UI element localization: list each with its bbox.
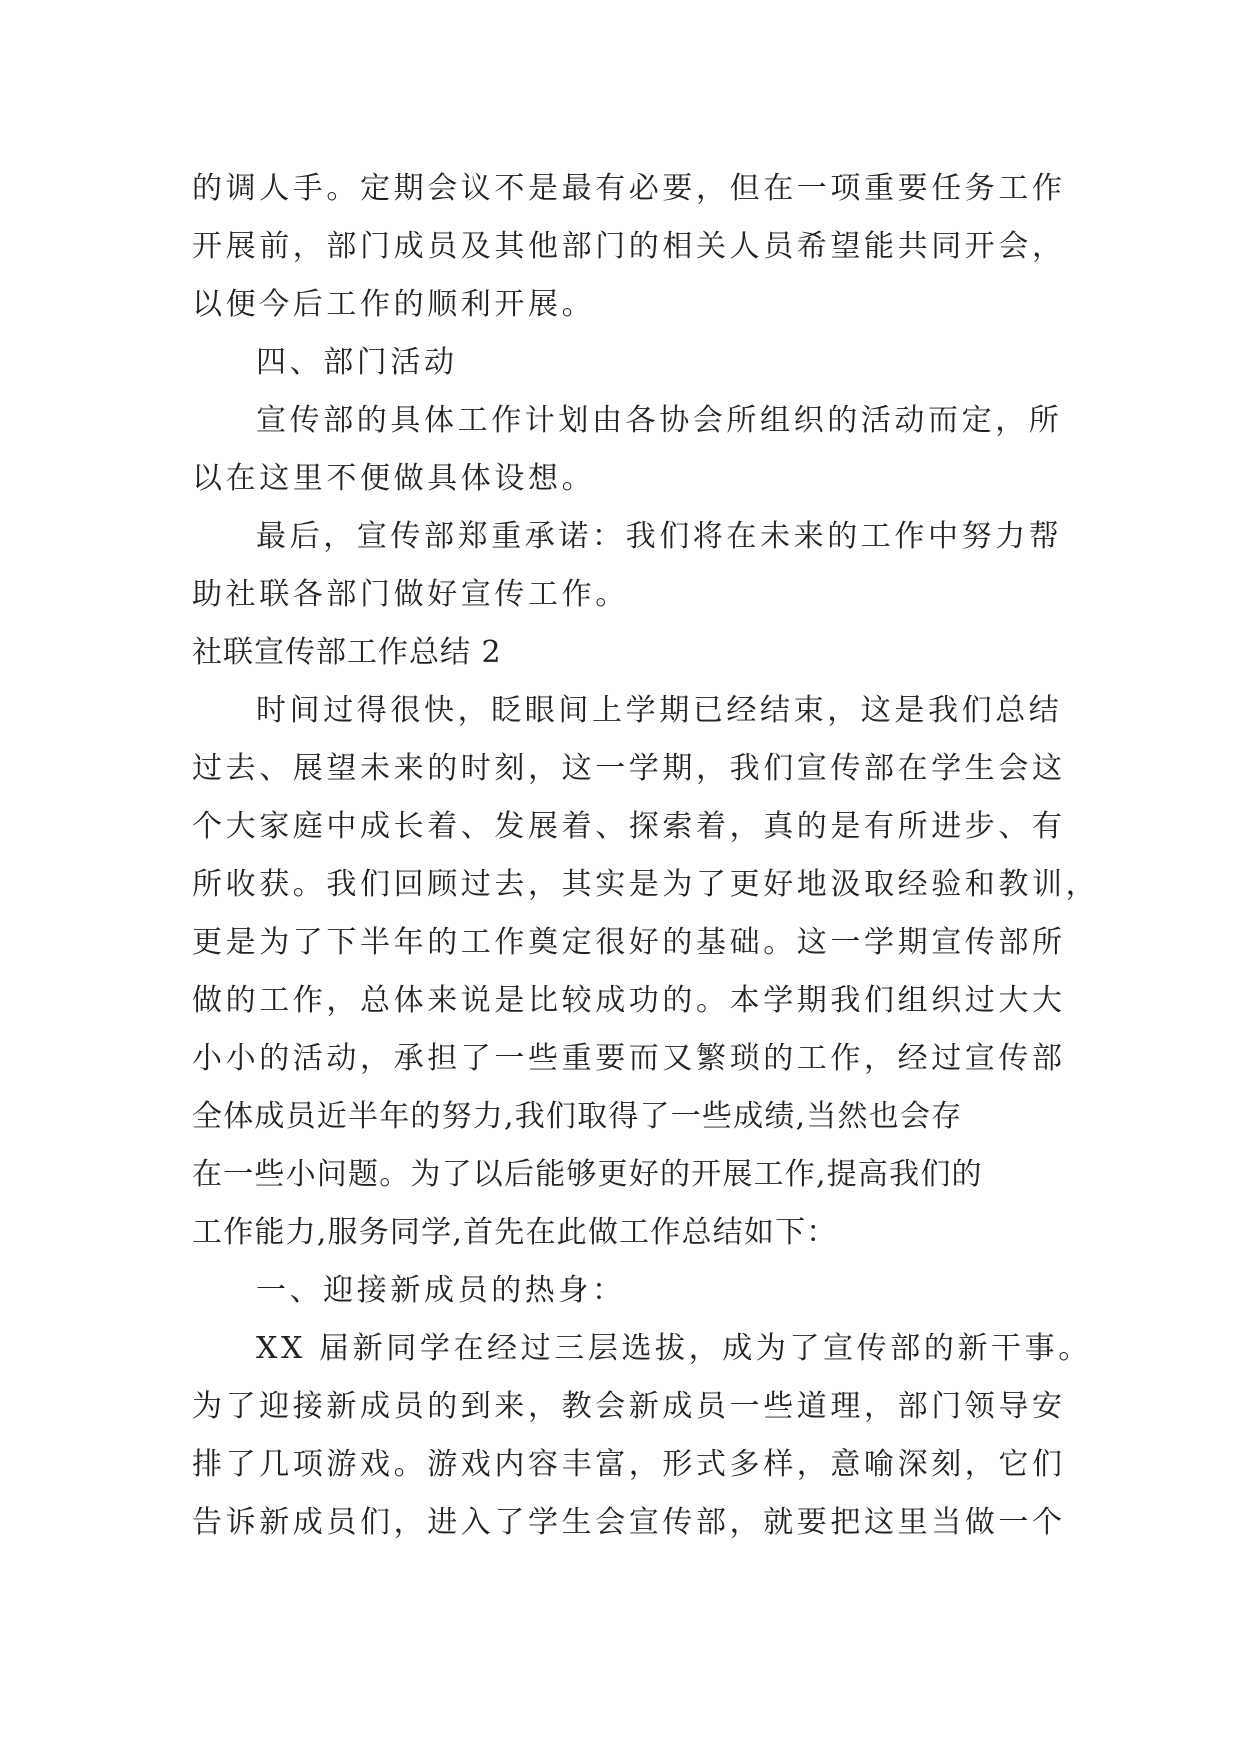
text-line: 在一些小问题。为了以后能够更好的开展工作,提高我们的 — [192, 1157, 983, 1192]
document-body — [192, 160, 1100, 1552]
text-line: 以便今后工作的顺利开展。 — [192, 287, 596, 322]
text-line: 最后，宣传部郑重承诺：我们将在未来的工作中努力帮 — [256, 519, 1063, 554]
text-line: 助社联各部门做好宣传工作。 — [192, 577, 629, 612]
section-heading-4: 四、部门活动 — [256, 345, 458, 380]
text-line: 告诉新成员们，进入了学生会宣传部，就要把这里当做一个 — [192, 1505, 1066, 1540]
text-line: 所收获。我们回顾过去，其实是为了更好地汲取经验和教训， — [192, 867, 1100, 902]
text-line: 开展前，部门成员及其他部门的相关人员希望能共同开会， — [192, 229, 1066, 264]
text-line: 的调人手。定期会议不是最有必要，但在一项重要任务工作 — [192, 171, 1066, 206]
text-line: 小小的活动，承担了一些重要而又繁琐的工作，经过宣传部 — [192, 1041, 1066, 1076]
text-line: 宣传部的具体工作计划由各协会所组织的活动而定，所 — [256, 403, 1063, 438]
text-line: 更是为了下半年的工作奠定很好的基础。这一学期宣传部所 — [192, 925, 1066, 960]
text-line: 个大家庭中成长着、发展着、探索着，真的是有所进步、有 — [192, 809, 1066, 844]
text-line: 工作能力,服务同学,首先在此做工作总结如下： — [192, 1215, 838, 1250]
text-line: 做的工作，总体来说是比较成功的。本学期我们组织过大大 — [192, 983, 1066, 1018]
text-line: 全体成员近半年的努力,我们取得了一些成绩,当然也会存 — [192, 1099, 963, 1134]
text-line: 为了迎接新成员的到来，教会新成员一些道理，部门领导安 — [192, 1389, 1066, 1424]
text-line: 过去、展望未来的时刻，这一学期，我们宣传部在学生会这 — [192, 751, 1066, 786]
section-heading-1: 一、迎接新成员的热身： — [256, 1273, 626, 1308]
text-line: 时间过得很快，眨眼间上学期已经结束，这是我们总结 — [256, 693, 1063, 728]
text-line: 排了几项游戏。游戏内容丰富，形式多样，意喻深刻，它们 — [192, 1447, 1066, 1482]
text-line: XX 届新同学在经过三层选拔，成为了宣传部的新干事。 — [256, 1331, 1092, 1366]
text-line: 以在这里不便做具体设想。 — [192, 461, 596, 496]
document-title-2: 社联宣传部工作总结 2 — [192, 635, 502, 670]
